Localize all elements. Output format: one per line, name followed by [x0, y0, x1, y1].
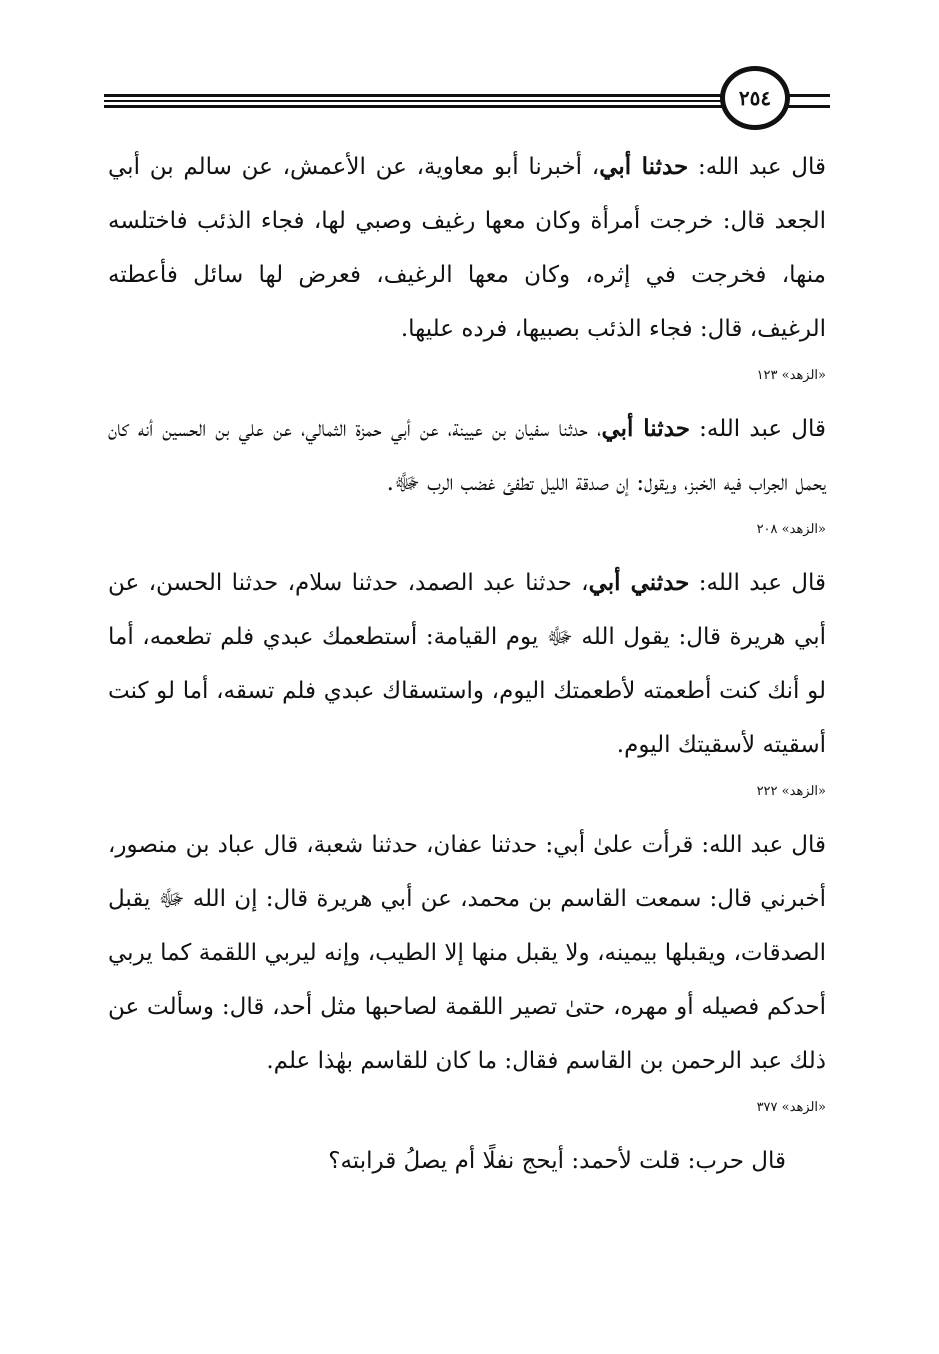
entry-1-narrator: حدثنا أبي	[599, 153, 689, 180]
header-rule-top	[104, 94, 724, 97]
entry-4-text	[108, 818, 826, 1088]
entry-4-source: «الزهد» ٣٧٧	[756, 1100, 826, 1115]
entry-3-lead: قال عبد الله:	[689, 570, 826, 596]
entry-3-source: «الزهد» ٢٢٢	[756, 784, 826, 799]
entry-2-text	[108, 402, 826, 510]
header-rule-tail-top	[788, 94, 830, 97]
entry-1-source: «الزهد» ١٢٣	[756, 368, 826, 383]
header-rule-middle	[104, 100, 724, 102]
page-number	[720, 66, 790, 130]
entry-1-lead: قال عبد الله:	[688, 154, 827, 180]
page-number-text: ٢٥٤	[738, 86, 772, 110]
entry-2-body: ، حدثنا سفيان بن عيينة، عن أبي حمزة الثمالي، عن علي بن الحسين أنه كان يحمل الجراب فيه الخبز، ويقول: إن صدقة الليل تطفئ غضب الرب ﷻ.	[108, 416, 826, 496]
entry-4-body: قال عبد الله: قرأت علىٰ أبي: حدثنا عفان، حدثنا شعبة، قال عباد بن منصور، أخبرني قال: سمعت القاسم بن محمد، عن أبي هريرة قال: إن الله ﷻ يقبل الصدقات، ويقبلها بيمينه، ولا يقبل منها إلا الطيب، وإنه ليربي اللقمة كما يربي أحدكم فصيله أو مهره، حتىٰ تصير اللقمة لصاحبها مثل أحد، قال: وسألت عن ذلك عبد الرحمن بن القاسم فقال: ما كان للقاسم بهٰذا علم.	[108, 832, 826, 1074]
entry-3-narrator: حدثني أبي	[588, 569, 690, 596]
entry-3-text	[108, 556, 826, 772]
header-rule-tail-bottom	[788, 105, 830, 108]
entry-1-text	[108, 140, 826, 356]
header-rule-bottom	[104, 105, 724, 108]
page-body	[108, 140, 826, 1188]
entry-1-body: ، أخبرنا أبو معاوية، عن الأعمش، عن سالم بن أبي الجعد قال: خرجت أمرأة وكان معها رغيف وصبي لها، فجاء الذئب فاختلسه منها، فخرجت في إثره، وكان معها الرغيف، فعرض لها سائل فأعطته الرغيف، قال: فجاء الذئب بصبيها، فرده عليها.	[108, 154, 826, 342]
entry-2-narrator: حدثنا أبي	[601, 415, 690, 442]
final-line: قال حرب: قلت لأحمد: أيحج نفلًا أم يصلُ قرابته؟	[328, 1148, 786, 1174]
entry-2-source: «الزهد» ٢٠٨	[756, 522, 826, 537]
entry-3-body: ، حدثنا عبد الصمد، حدثنا سلام، حدثنا الحسن، عن أبي هريرة قال: يقول الله ﷻ يوم القيامة: أستطعمك عبدي فلم تطعمه، أما لو أنك كنت أطعمته لأطعمتك اليوم، واستسقاك عبدي فلم تسقه، أما لو كنت أسقيته لأسقيتك اليوم.	[108, 570, 826, 758]
entry-2-lead: قال عبد الله:	[689, 416, 826, 442]
